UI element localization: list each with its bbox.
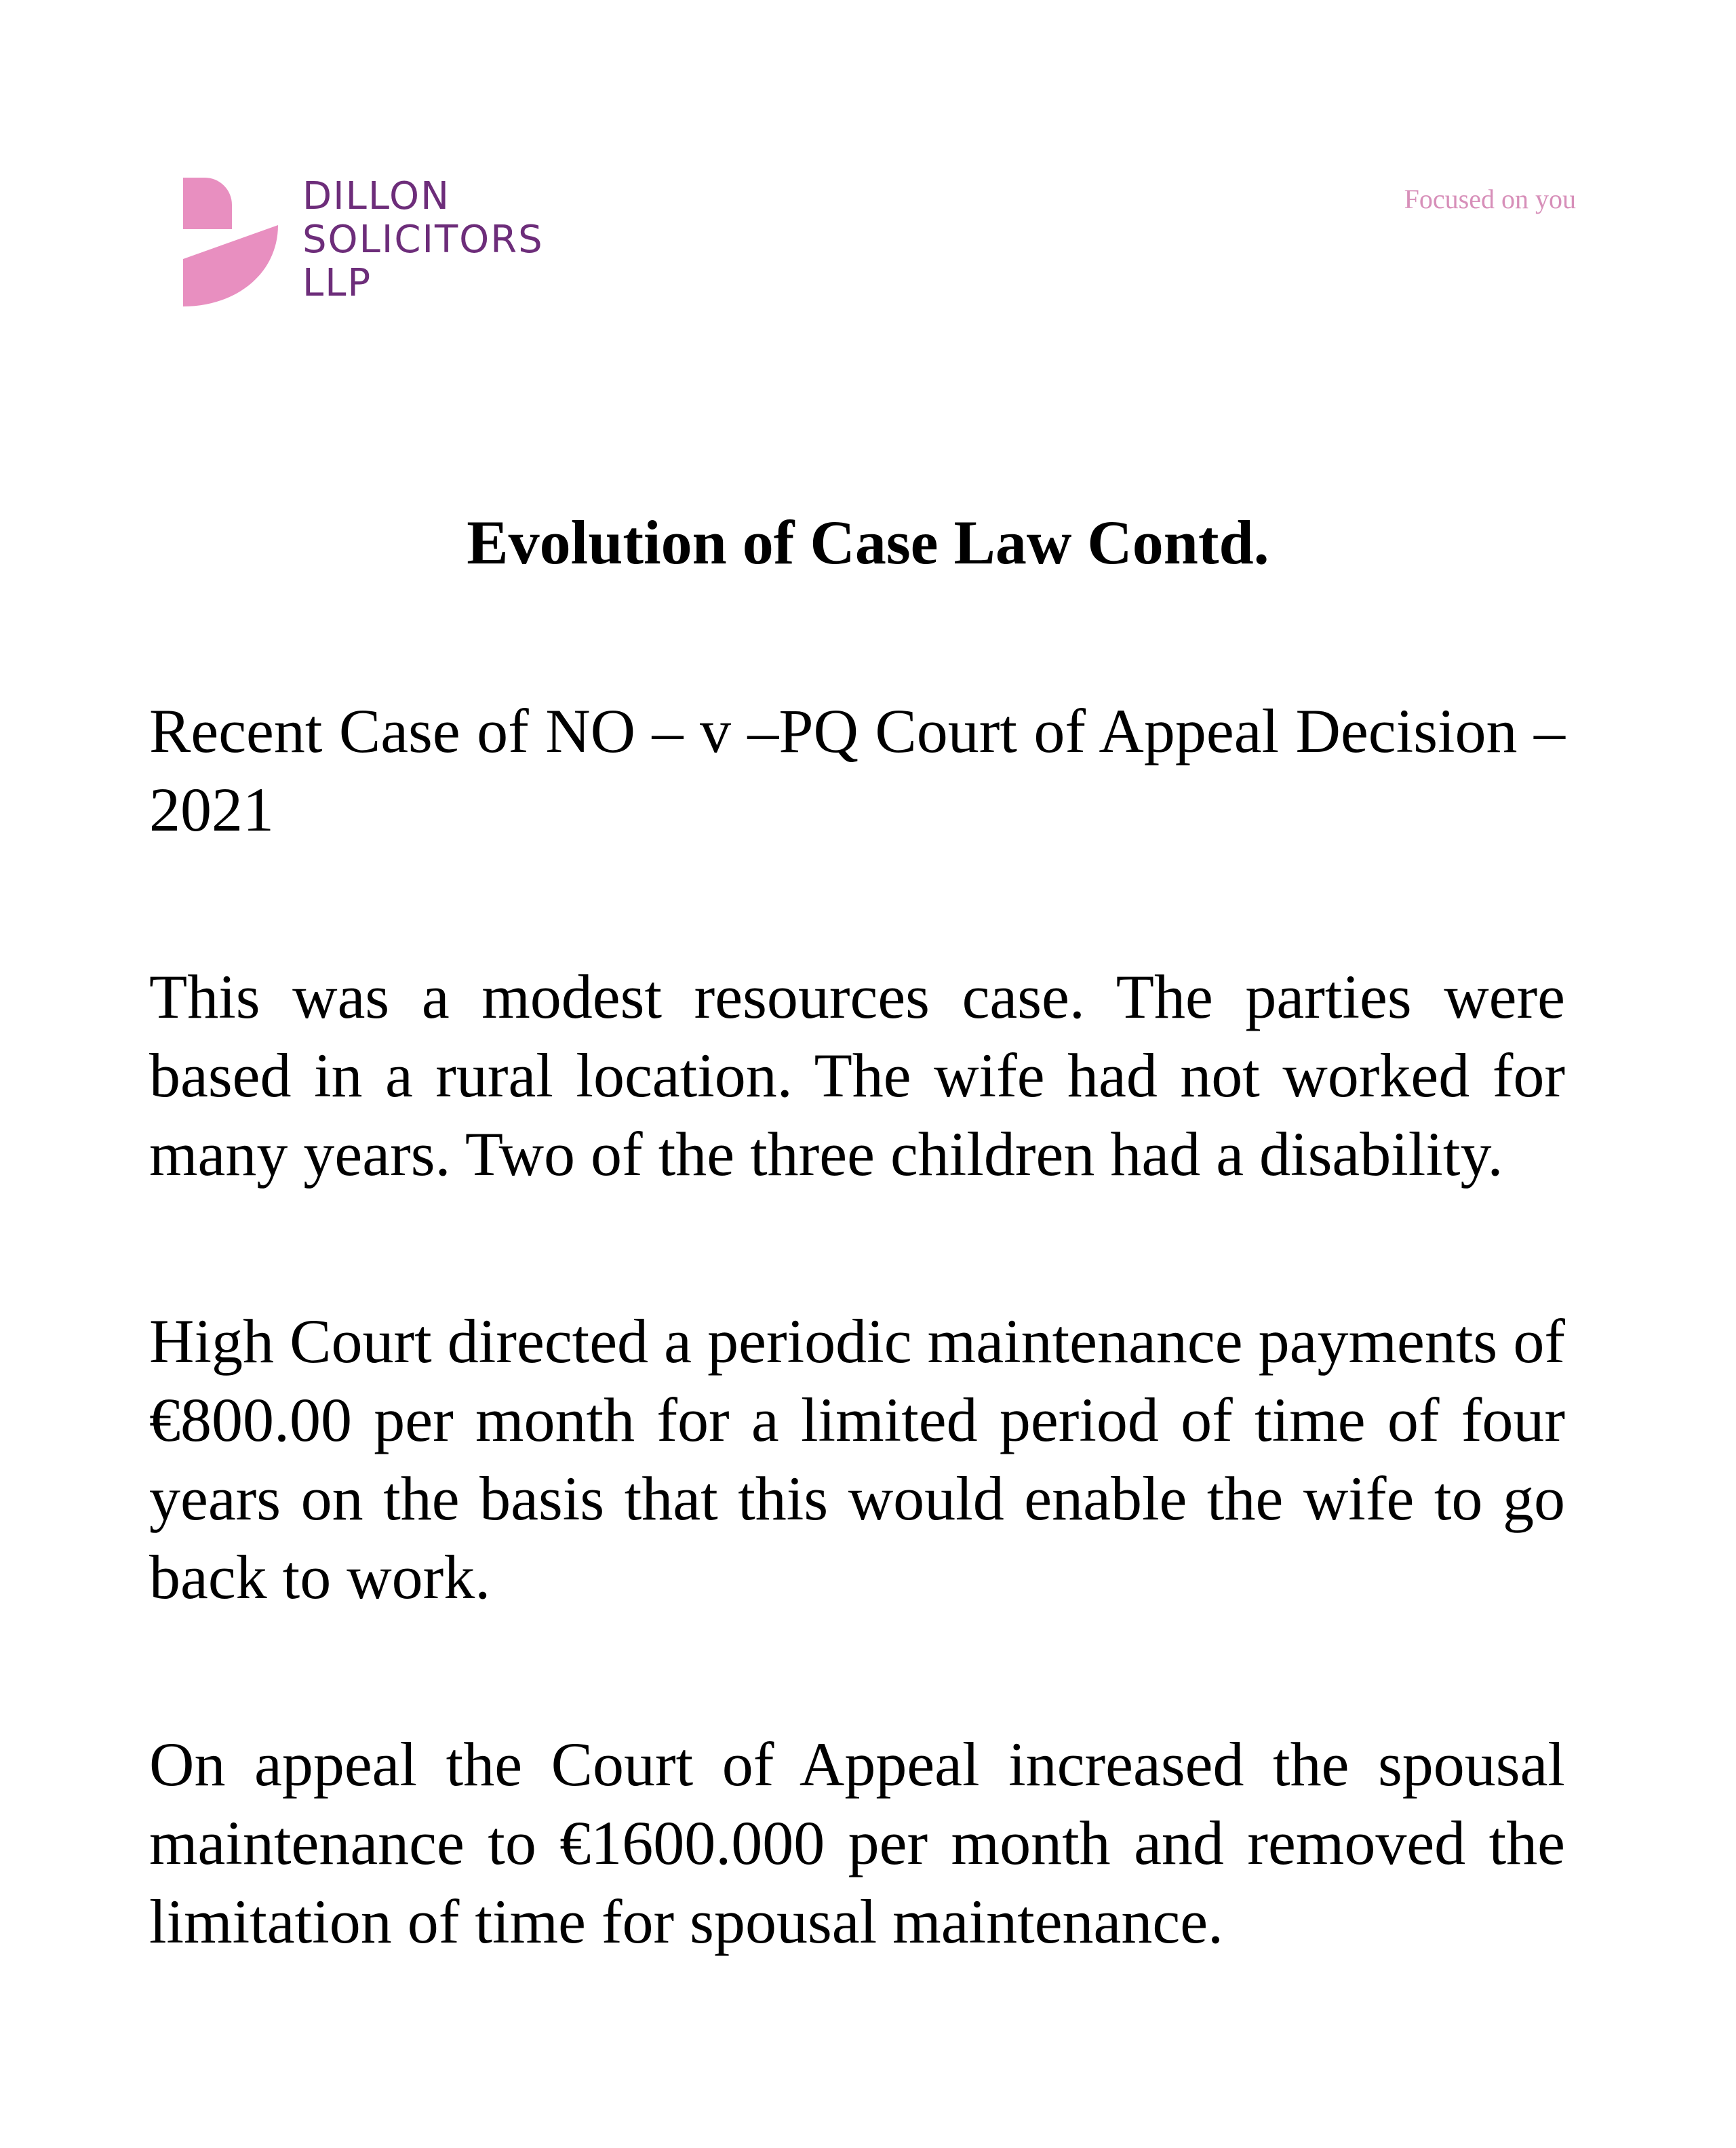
page-title: Evolution of Case Law Contd. [467,508,1269,577]
case-heading-paragraph: Recent Case of NO – v –PQ Court of Appeal Decision – 2021 [149,696,1565,844]
high-court-paragraph: High Court directed a periodic maintenance payments of €800.00 per month for a limited period of time of four years on the basis that this would enable the wife to go back to work. [149,1307,1565,1612]
letterhead [0,0,1736,353]
firm-logo-mark [183,178,278,306]
case-facts-paragraph: This was a modest resources case. The parties were based in a rural location. The wife had not worked for many years. Two of the three children had a disability. [149,962,1565,1189]
firm-tagline: Focused on you [1404,184,1576,214]
logo-line-1: DILLON [302,174,451,218]
firm-logo-wordmark [302,175,544,305]
logo-line-3: LLP [302,261,372,305]
logo-line-2: SOLICITORS [302,218,544,262]
appeal-outcome-paragraph: On appeal the Court of Appeal increased the spousal maintenance to €1600.000 per month and removed the limitation of time for spousal maintenance. [149,1730,1565,1956]
document-body [149,692,1565,1961]
